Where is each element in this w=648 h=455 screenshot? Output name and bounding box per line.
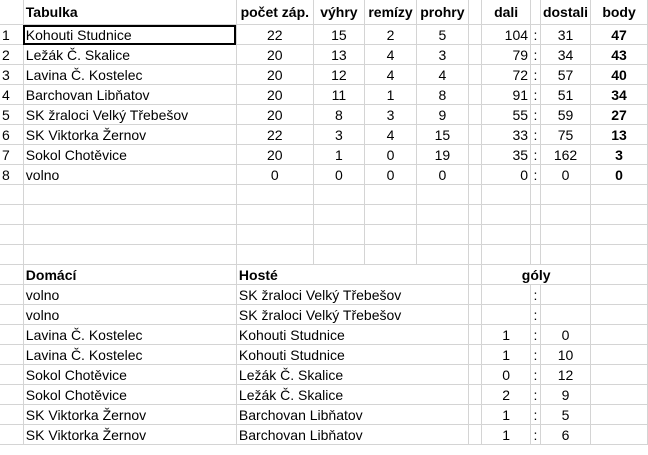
team-cell[interactable]: Kohouti Studnice — [23, 25, 236, 45]
home-goals-cell[interactable] — [482, 285, 531, 305]
match-row — [0, 425, 648, 445]
cell-empty[interactable] — [468, 365, 481, 385]
cell-empty[interactable] — [0, 265, 23, 285]
cell-empty[interactable] — [468, 385, 481, 405]
home-team-cell[interactable]: Lavina Č. Kostelec — [23, 345, 236, 365]
conceded-cell[interactable]: 162 — [540, 145, 590, 165]
cell-empty[interactable] — [468, 245, 481, 265]
cell-empty[interactable] — [540, 185, 590, 205]
played-cell[interactable]: 20 — [236, 85, 313, 105]
away-team-cell[interactable]: SK žraloci Velký Třebešov — [236, 305, 468, 325]
separator-cell[interactable]: : — [531, 125, 541, 145]
cell-empty[interactable] — [591, 305, 648, 325]
away-goals-cell[interactable]: 12 — [540, 365, 590, 385]
cell-empty[interactable] — [468, 85, 481, 105]
match-row — [0, 305, 648, 325]
rank-cell[interactable]: 2 — [0, 45, 23, 65]
scored-cell[interactable]: 33 — [482, 125, 531, 145]
conceded-cell[interactable]: 59 — [540, 105, 590, 125]
match-row — [0, 385, 648, 405]
played-cell[interactable]: 20 — [236, 105, 313, 125]
separator-cell[interactable]: : — [531, 65, 541, 85]
separator-cell[interactable]: : — [531, 45, 541, 65]
played-cell[interactable]: 22 — [236, 125, 313, 145]
team-cell[interactable]: Barchovan Libňatov — [23, 85, 236, 105]
conceded-cell[interactable]: 31 — [540, 25, 590, 45]
table-row — [0, 165, 648, 185]
separator-cell[interactable]: : — [531, 345, 541, 365]
draws-cell[interactable]: 3 — [365, 105, 417, 125]
empty-row — [0, 205, 648, 225]
cell-empty[interactable] — [591, 245, 648, 265]
rank-cell[interactable]: 8 — [0, 165, 23, 185]
wins-cell[interactable]: 15 — [313, 25, 364, 45]
cell-empty[interactable] — [23, 245, 236, 265]
cell-empty[interactable] — [468, 225, 481, 245]
scored-cell[interactable]: 35 — [482, 145, 531, 165]
header-wins[interactable]: výhry — [313, 0, 364, 25]
home-goals-cell[interactable]: 1 — [482, 345, 531, 365]
cell-empty[interactable] — [0, 205, 23, 225]
matches-header-row — [0, 265, 648, 285]
table-row — [0, 65, 648, 85]
header-row — [0, 0, 648, 25]
empty-row — [0, 185, 648, 205]
separator-cell[interactable]: : — [531, 105, 541, 125]
home-goals-cell[interactable]: 0 — [482, 365, 531, 385]
cell-empty[interactable] — [468, 0, 481, 25]
match-row — [0, 285, 648, 305]
cell-empty[interactable] — [0, 425, 23, 445]
table-row — [0, 145, 648, 165]
header-home[interactable]: Domácí — [23, 265, 236, 285]
wins-cell[interactable]: 8 — [313, 105, 364, 125]
cell-empty[interactable] — [468, 145, 481, 165]
away-team-cell[interactable]: Kohouti Studnice — [236, 325, 468, 345]
table-row — [0, 105, 648, 125]
played-cell[interactable]: 20 — [236, 45, 313, 65]
cell-empty[interactable] — [591, 325, 648, 345]
cell-empty[interactable] — [236, 205, 313, 225]
cell-empty[interactable] — [591, 265, 648, 285]
played-cell[interactable]: 20 — [236, 65, 313, 85]
cell-empty[interactable] — [0, 345, 23, 365]
empty-row — [0, 225, 648, 245]
cell-empty[interactable] — [0, 225, 23, 245]
wins-cell[interactable]: 1 — [313, 145, 364, 165]
cell-empty[interactable] — [591, 285, 648, 305]
header-goals[interactable]: góly — [482, 265, 591, 285]
cell-corner[interactable] — [0, 0, 23, 25]
losses-cell[interactable]: 19 — [416, 145, 468, 165]
draws-cell[interactable]: 4 — [365, 45, 417, 65]
scored-cell[interactable]: 0 — [482, 165, 531, 185]
cell-empty[interactable] — [313, 205, 364, 225]
cell-empty[interactable] — [313, 245, 364, 265]
cell-empty[interactable] — [468, 25, 481, 45]
cell-empty[interactable] — [236, 245, 313, 265]
losses-cell[interactable]: 15 — [416, 125, 468, 145]
table-row — [0, 85, 648, 105]
page-title[interactable]: Tabulka — [23, 0, 236, 25]
cell-empty[interactable] — [313, 225, 364, 245]
cell-empty[interactable] — [540, 245, 590, 265]
cell-empty[interactable] — [540, 205, 590, 225]
separator-cell[interactable]: : — [531, 25, 541, 45]
wins-cell[interactable]: 11 — [313, 85, 364, 105]
cell-empty[interactable] — [236, 225, 313, 245]
away-team-cell[interactable]: Barchovan Libňatov — [236, 425, 468, 445]
header-draws[interactable]: remízy — [365, 0, 417, 25]
scored-cell[interactable]: 104 — [482, 25, 531, 45]
match-row — [0, 405, 648, 425]
points-cell[interactable]: 43 — [591, 45, 648, 65]
cell-empty[interactable] — [365, 225, 417, 245]
table-row — [0, 25, 648, 45]
conceded-cell[interactable]: 51 — [540, 85, 590, 105]
away-goals-cell[interactable]: 0 — [540, 325, 590, 345]
home-team-cell[interactable]: Sokol Chotěvice — [23, 385, 236, 405]
losses-cell[interactable]: 4 — [416, 65, 468, 85]
cell-empty[interactable] — [236, 185, 313, 205]
home-team-cell[interactable]: Sokol Chotěvice — [23, 365, 236, 385]
header-scored[interactable]: dali — [482, 0, 531, 25]
losses-cell[interactable]: 3 — [416, 45, 468, 65]
home-team-cell[interactable]: volno — [23, 305, 236, 325]
cell-empty[interactable] — [0, 285, 23, 305]
cell-empty[interactable] — [482, 245, 531, 265]
match-row — [0, 365, 648, 385]
cell-empty[interactable] — [482, 185, 531, 205]
draws-cell[interactable]: 4 — [365, 125, 417, 145]
home-goals-cell[interactable] — [482, 305, 531, 325]
cell-empty[interactable] — [531, 185, 541, 205]
away-team-cell[interactable]: Barchovan Libňatov — [236, 405, 468, 425]
draws-cell[interactable]: 4 — [365, 65, 417, 85]
away-team-cell[interactable]: Ležák Č. Skalice — [236, 365, 468, 385]
separator-cell[interactable]: : — [531, 405, 541, 425]
cell-empty[interactable] — [531, 225, 541, 245]
team-cell[interactable]: SK Viktorka Žernov — [23, 125, 236, 145]
separator-cell[interactable]: : — [531, 145, 541, 165]
cell-empty[interactable] — [416, 185, 468, 205]
cell-empty[interactable] — [23, 205, 236, 225]
cell-empty[interactable] — [0, 325, 23, 345]
points-cell[interactable]: 0 — [591, 165, 648, 185]
points-cell[interactable]: 40 — [591, 65, 648, 85]
cell-empty[interactable] — [468, 265, 481, 285]
cell-empty[interactable] — [0, 405, 23, 425]
cell-empty[interactable] — [591, 345, 648, 365]
points-cell[interactable]: 13 — [591, 125, 648, 145]
cell-empty[interactable] — [531, 205, 541, 225]
points-cell[interactable]: 47 — [591, 25, 648, 45]
header-losses[interactable]: prohry — [416, 0, 468, 25]
away-team-cell[interactable]: Kohouti Studnice — [236, 345, 468, 365]
cell-empty[interactable] — [0, 365, 23, 385]
wins-cell[interactable]: 3 — [313, 125, 364, 145]
separator-cell[interactable]: : — [531, 85, 541, 105]
cell-empty[interactable] — [468, 45, 481, 65]
cell-empty[interactable] — [365, 245, 417, 265]
played-cell[interactable]: 0 — [236, 165, 313, 185]
losses-cell[interactable]: 5 — [416, 25, 468, 45]
cell-empty[interactable] — [365, 185, 417, 205]
home-goals-cell[interactable]: 1 — [482, 425, 531, 445]
wins-cell[interactable]: 13 — [313, 45, 364, 65]
scored-cell[interactable]: 91 — [482, 85, 531, 105]
table-row — [0, 125, 648, 145]
separator-cell[interactable]: : — [531, 325, 541, 345]
home-team-cell[interactable]: SK Viktorka Žernov — [23, 425, 236, 445]
scored-cell[interactable]: 72 — [482, 65, 531, 85]
scored-cell[interactable]: 55 — [482, 105, 531, 125]
separator-cell[interactable]: : — [531, 285, 541, 305]
conceded-cell[interactable]: 34 — [540, 45, 590, 65]
rank-cell[interactable]: 6 — [0, 125, 23, 145]
cell-empty[interactable] — [468, 125, 481, 145]
cell-empty[interactable] — [468, 105, 481, 125]
cell-empty[interactable] — [0, 245, 23, 265]
header-conceded[interactable]: dostali — [540, 0, 590, 25]
home-team-cell[interactable]: SK Viktorka Žernov — [23, 405, 236, 425]
draws-cell[interactable]: 0 — [365, 145, 417, 165]
cell-empty[interactable] — [540, 225, 590, 245]
cell-empty[interactable] — [468, 285, 481, 305]
cell-empty[interactable] — [468, 165, 481, 185]
match-row — [0, 325, 648, 345]
cell-empty[interactable] — [468, 185, 481, 205]
cell-empty[interactable] — [23, 185, 236, 205]
separator-cell[interactable]: : — [531, 305, 541, 325]
conceded-cell[interactable]: 57 — [540, 65, 590, 85]
home-team-cell[interactable]: volno — [23, 285, 236, 305]
away-team-cell[interactable]: Ležák Č. Skalice — [236, 385, 468, 405]
cell-empty[interactable] — [468, 425, 481, 445]
away-goals-cell[interactable]: 9 — [540, 385, 590, 405]
cell-empty[interactable] — [313, 185, 364, 205]
points-cell[interactable]: 27 — [591, 105, 648, 125]
rank-cell[interactable]: 1 — [0, 25, 23, 45]
scored-cell[interactable]: 79 — [482, 45, 531, 65]
wins-cell[interactable]: 12 — [313, 65, 364, 85]
header-away[interactable]: Hosté — [236, 265, 468, 285]
separator-cell[interactable]: : — [531, 165, 541, 185]
cell-empty[interactable] — [591, 405, 648, 425]
away-goals-cell[interactable] — [540, 305, 590, 325]
away-goals-cell[interactable]: 5 — [540, 405, 590, 425]
played-cell[interactable]: 22 — [236, 25, 313, 45]
team-cell[interactable]: Sokol Chotěvice — [23, 145, 236, 165]
cell-empty[interactable] — [468, 325, 481, 345]
home-goals-cell[interactable]: 2 — [482, 385, 531, 405]
cell-empty[interactable] — [482, 205, 531, 225]
away-goals-cell[interactable]: 6 — [540, 425, 590, 445]
header-points[interactable]: body — [591, 0, 648, 25]
home-goals-cell[interactable]: 1 — [482, 325, 531, 345]
team-cell[interactable]: Lavina Č. Kostelec — [23, 65, 236, 85]
header-played[interactable]: počet záp. — [236, 0, 313, 25]
home-team-cell[interactable]: Lavina Č. Kostelec — [23, 325, 236, 345]
cell-empty[interactable] — [531, 0, 541, 25]
cell-empty[interactable] — [591, 385, 648, 405]
cell-empty[interactable] — [591, 185, 648, 205]
home-goals-cell[interactable]: 1 — [482, 405, 531, 425]
team-cell[interactable]: Ležák Č. Skalice — [23, 45, 236, 65]
cell-empty[interactable] — [468, 305, 481, 325]
conceded-cell[interactable]: 75 — [540, 125, 590, 145]
table-row — [0, 45, 648, 65]
cell-empty[interactable] — [591, 425, 648, 445]
match-row — [0, 345, 648, 365]
cell-empty[interactable] — [365, 205, 417, 225]
losses-cell[interactable]: 0 — [416, 165, 468, 185]
cell-empty[interactable] — [416, 205, 468, 225]
cell-empty[interactable] — [468, 405, 481, 425]
away-team-cell[interactable]: SK žraloci Velký Třebešov — [236, 285, 468, 305]
rank-cell[interactable]: 7 — [0, 145, 23, 165]
losses-cell[interactable]: 9 — [416, 105, 468, 125]
away-goals-cell[interactable]: 10 — [540, 345, 590, 365]
draws-cell[interactable]: 1 — [365, 85, 417, 105]
conceded-cell[interactable]: 0 — [540, 165, 590, 185]
cell-empty[interactable] — [591, 225, 648, 245]
played-cell[interactable]: 20 — [236, 145, 313, 165]
draws-cell[interactable]: 2 — [365, 25, 417, 45]
separator-cell[interactable]: : — [531, 385, 541, 405]
losses-cell[interactable]: 8 — [416, 85, 468, 105]
separator-cell[interactable]: : — [531, 365, 541, 385]
rank-cell[interactable]: 5 — [0, 105, 23, 125]
cell-empty[interactable] — [0, 305, 23, 325]
points-cell[interactable]: 34 — [591, 85, 648, 105]
rank-cell[interactable]: 3 — [0, 65, 23, 85]
cell-empty[interactable] — [531, 245, 541, 265]
points-cell[interactable]: 3 — [591, 145, 648, 165]
cell-empty[interactable] — [416, 245, 468, 265]
cell-empty[interactable] — [468, 345, 481, 365]
away-goals-cell[interactable] — [540, 285, 590, 305]
rank-cell[interactable]: 4 — [0, 85, 23, 105]
cell-empty[interactable] — [416, 225, 468, 245]
team-cell[interactable]: volno — [23, 165, 236, 185]
cell-empty[interactable] — [468, 65, 481, 85]
separator-cell[interactable]: : — [531, 425, 541, 445]
draws-cell[interactable]: 0 — [365, 165, 417, 185]
team-cell[interactable]: SK žraloci Velký Třebešov — [23, 105, 236, 125]
fill-handle-icon[interactable] — [234, 42, 237, 45]
cell-empty[interactable] — [468, 205, 481, 225]
cell-empty[interactable] — [23, 225, 236, 245]
cell-empty[interactable] — [591, 365, 648, 385]
cell-empty[interactable] — [0, 385, 23, 405]
wins-cell[interactable]: 0 — [313, 165, 364, 185]
cell-empty[interactable] — [0, 185, 23, 205]
cell-empty[interactable] — [482, 225, 531, 245]
empty-row — [0, 245, 648, 265]
cell-empty[interactable] — [591, 205, 648, 225]
